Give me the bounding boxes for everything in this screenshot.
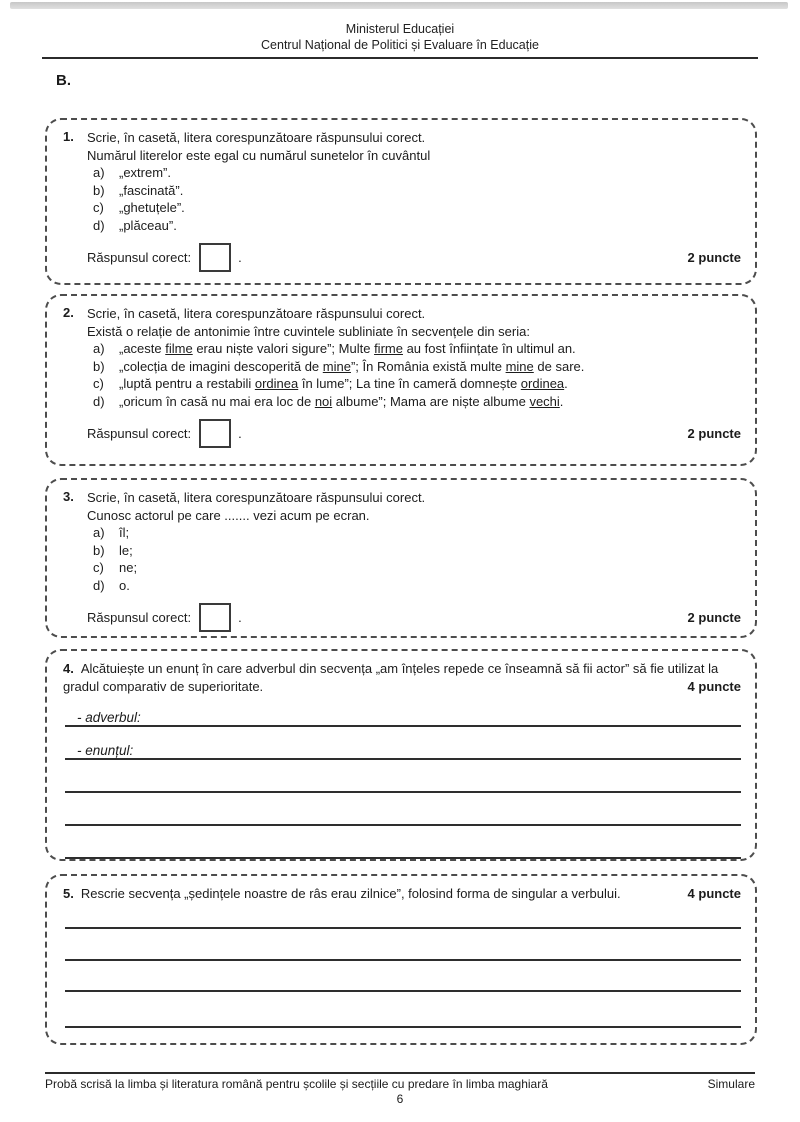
- option-text: le;: [119, 542, 133, 558]
- question-2-points: 2 puncte: [687, 426, 741, 441]
- field-label-enunt: - enunțul:: [77, 743, 134, 758]
- option-text: „fascinată”.: [119, 182, 184, 198]
- question-2-option-c: [87, 375, 743, 393]
- question-4-points: 4 puncte: [687, 678, 741, 694]
- question-1-box: [45, 118, 757, 285]
- option-text: o.: [119, 577, 130, 593]
- question-2-text-line2: Există o relație de antonimie între cuvintele subliniate în secvențele din seria:: [87, 323, 530, 339]
- footer-exam-title: Probă scrisă la limba și literatura română pentru școlile și secțiile cu predare în limba maghiară: [45, 1077, 548, 1091]
- option-text: „plăceau”.: [119, 217, 177, 233]
- option-marker: d): [93, 217, 105, 233]
- option-marker: c): [93, 560, 104, 575]
- option-marker: d): [93, 577, 105, 593]
- answer-label: Răspunsul corect:: [87, 426, 192, 441]
- option-text: îl;: [119, 525, 130, 540]
- option-marker: b): [93, 182, 105, 198]
- question-5-points: 4 puncte: [687, 886, 741, 901]
- question-3-option-a: [87, 524, 743, 542]
- question-3-box: [45, 478, 757, 638]
- field-label-adverb: - adverbul:: [77, 710, 141, 725]
- question-2-box: [45, 294, 757, 466]
- ministry-header-line1: Ministerul Educației: [345, 22, 455, 36]
- question-2-option-a: [87, 340, 743, 358]
- answer-label: Răspunsul corect:: [87, 250, 192, 265]
- page-footer: [45, 1072, 755, 1106]
- answer-label: Răspunsul corect:: [87, 610, 192, 625]
- question-5-box: [45, 874, 757, 1045]
- answer-line[interactable]: [65, 903, 741, 929]
- answer-line[interactable]: [65, 929, 741, 961]
- answer-box-question-2[interactable]: [199, 419, 231, 448]
- question-5-statement: Rescrie secvența „ședințele noastre de râs erau zilnice”, folosind forma de singular a verbului.: [80, 886, 621, 901]
- footer-session-label: Simulare: [707, 1077, 755, 1091]
- option-text: „colecția de imagini descoperită de mine”; În România există multe mine de sare.: [119, 358, 585, 374]
- question-3-points: 2 puncte: [687, 610, 741, 625]
- ministry-header-line2: Centrul Național de Politici și Evaluare în Educație: [261, 38, 539, 52]
- footer-page-number: 6: [396, 1092, 404, 1106]
- answer-line[interactable]: [65, 826, 741, 859]
- answer-line[interactable]: [65, 760, 741, 793]
- question-3-text-line2: Cunosc actorul pe care ....... vezi acum pe ecran.: [87, 507, 370, 523]
- option-marker: a): [93, 341, 105, 356]
- answer-period: .: [238, 250, 242, 265]
- question-2-text-line1: Scrie, în casetă, litera corespunzătoare răspunsului corect.: [87, 306, 426, 321]
- question-1-text-line1: Scrie, în casetă, litera corespunzătoare răspunsului corect.: [87, 130, 426, 145]
- answer-line[interactable]: [65, 793, 741, 826]
- question-4-statement: Alcătuiește un enunț în care adverbul din secvența „am înțeles repede ce înseamnă să fii actor” să fie utilizat la gradul comparativ de superioritate.: [63, 661, 719, 694]
- question-1-answer-row: [87, 243, 743, 272]
- question-5-text: [63, 885, 743, 903]
- question-4-box: [45, 649, 757, 861]
- option-marker: a): [93, 525, 105, 540]
- page-edge-strip: [10, 2, 788, 9]
- answer-box-question-1[interactable]: [199, 243, 231, 272]
- question-1-option-a: [87, 164, 743, 182]
- option-text: „extrem”.: [119, 165, 171, 180]
- question-1-text-line2: Numărul literelor este egal cu numărul sunetelor în cuvântul: [87, 147, 431, 163]
- question-2-option-b: [87, 358, 743, 376]
- question-3-option-b: [87, 542, 743, 560]
- answer-period: .: [238, 426, 242, 441]
- option-text: „oricum în casă nu mai era loc de noi albume”; Mama are niște albume vechi.: [119, 393, 564, 409]
- answer-field-adverb[interactable]: [65, 699, 741, 727]
- question-2-number: 2.: [63, 305, 74, 320]
- question-5-number: 5.: [63, 886, 74, 901]
- answer-period: .: [238, 610, 242, 625]
- header-divider: [42, 57, 758, 59]
- option-text: „aceste filme erau niște valori sigure”; Multe firme au fost înființate în ultimul an.: [119, 341, 576, 356]
- question-3-option-d: [87, 577, 743, 595]
- option-marker: b): [93, 542, 105, 558]
- section-label: B.: [56, 72, 71, 89]
- question-1-option-c: [87, 199, 743, 217]
- option-marker: c): [93, 376, 104, 391]
- option-text: „ghetuțele”.: [119, 200, 185, 215]
- answer-line[interactable]: [65, 961, 741, 992]
- ministry-header: [0, 21, 800, 53]
- option-marker: a): [93, 165, 105, 180]
- option-marker: c): [93, 200, 104, 215]
- question-4-number: 4.: [63, 661, 74, 676]
- option-text: ne;: [119, 560, 138, 575]
- option-text: „luptă pentru a restabili ordinea în lume”; La tine în cameră domnește ordinea.: [119, 376, 568, 391]
- question-3-option-c: [87, 559, 743, 577]
- answer-field-enunt[interactable]: [65, 727, 741, 760]
- answer-box-question-3[interactable]: [199, 603, 231, 632]
- question-1-option-b: [87, 182, 743, 200]
- question-2-answer-row: [87, 419, 743, 448]
- question-1-points: 2 puncte: [687, 250, 741, 265]
- question-3-answer-row: [87, 603, 743, 632]
- question-4-text: [63, 660, 743, 695]
- question-1-option-d: [87, 217, 743, 235]
- option-marker: d): [93, 393, 105, 409]
- question-2-option-d: [87, 393, 743, 411]
- question-3-number: 3.: [63, 489, 74, 504]
- option-marker: b): [93, 358, 105, 374]
- question-3-text-line1: Scrie, în casetă, litera corespunzătoare răspunsului corect.: [87, 490, 426, 505]
- answer-line[interactable]: [65, 992, 741, 1028]
- question-1-number: 1.: [63, 129, 74, 144]
